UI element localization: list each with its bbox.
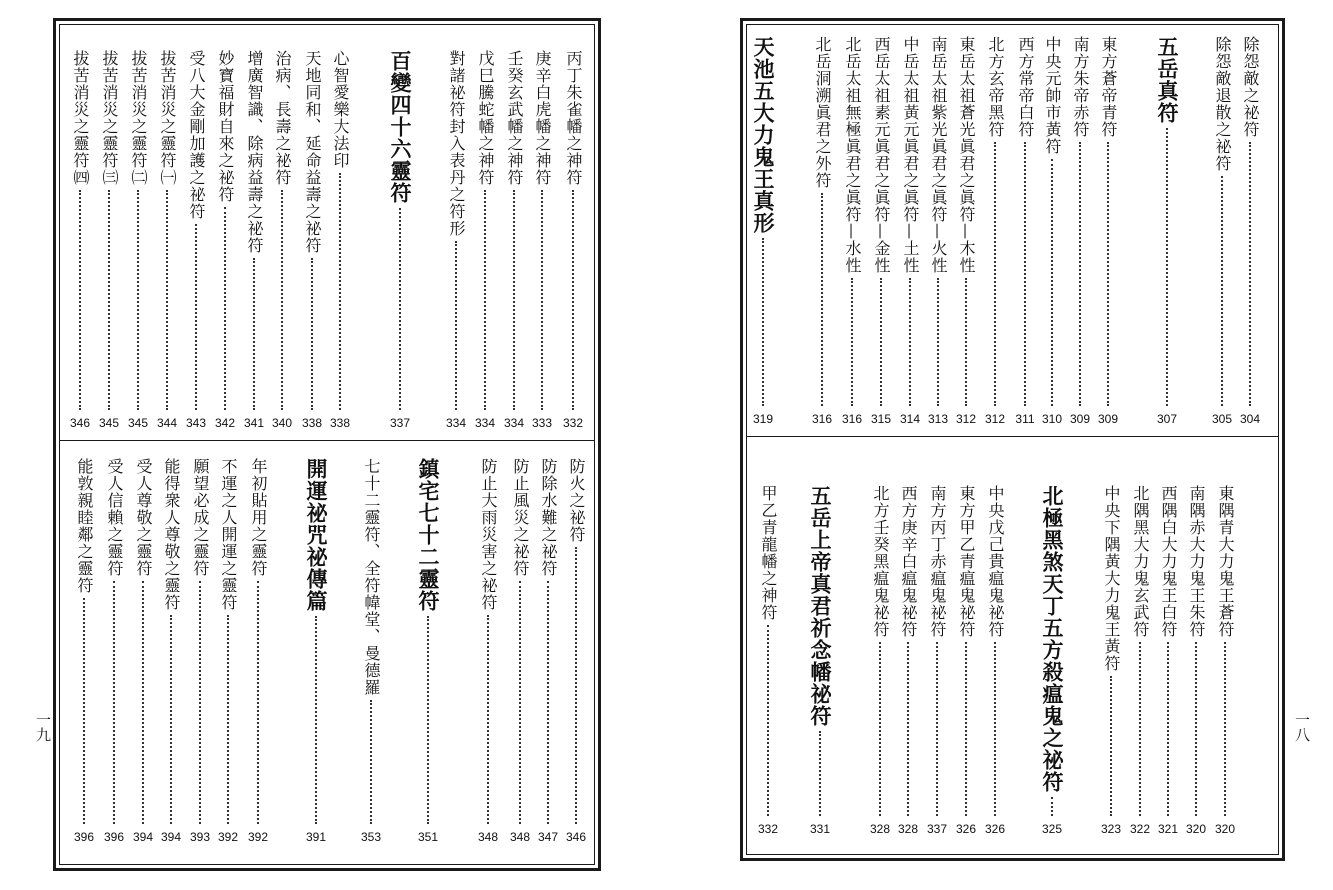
- toc-entry: [103, 458, 125, 577]
- toc-entry: [160, 458, 182, 611]
- toc-entry-title: 願望必成之靈符: [191, 458, 210, 577]
- dot-leader: [1166, 128, 1168, 406]
- toc-entry: [841, 36, 863, 274]
- dot-leader: [257, 581, 259, 824]
- toc-entry: [757, 485, 779, 621]
- toc-entry-title: 受人信賴之靈符: [105, 458, 124, 577]
- dot-leader: [227, 615, 229, 824]
- dot-leader: [315, 616, 317, 824]
- toc-page-number: 325: [1041, 822, 1063, 836]
- toc-entry: [156, 50, 178, 186]
- toc-page-number: 314: [899, 412, 921, 426]
- toc-entry: [1157, 485, 1179, 638]
- toc-page-number: 342: [214, 416, 236, 430]
- toc-entry-title: 東隅青大力鬼王蒼符: [1216, 485, 1235, 638]
- toc-entry-title: 中央下隅黃大力鬼王黃符: [1102, 485, 1121, 672]
- toc-page-number: 304: [1239, 412, 1261, 426]
- toc-entry: [955, 485, 977, 638]
- dot-leader: [907, 642, 909, 816]
- toc-entry: [509, 458, 531, 577]
- toc-entry: [562, 50, 584, 186]
- toc-entry: [503, 50, 525, 186]
- dot-leader: [137, 190, 139, 410]
- dot-leader: [819, 731, 821, 816]
- toc-entry: [984, 36, 1006, 138]
- dot-leader: [821, 193, 823, 406]
- toc-page-number: 322: [1129, 822, 1151, 836]
- toc-entry: [1185, 485, 1207, 638]
- toc-entry: [185, 50, 207, 220]
- toc-entry: [897, 485, 919, 638]
- toc-page-number: 310: [1041, 412, 1063, 426]
- toc-entry: [329, 50, 351, 169]
- dot-leader: [142, 581, 144, 824]
- toc-page-number: 334: [503, 416, 525, 430]
- toc-page-number: 345: [127, 416, 149, 430]
- dot-leader: [575, 547, 577, 824]
- toc-entry: [984, 485, 1006, 638]
- toc-page-number: 345: [98, 416, 120, 430]
- toc-entry-title: 東方蒼帝青符: [1099, 36, 1118, 138]
- toc-page-number: 346: [565, 830, 587, 844]
- toc-page-number: 331: [809, 822, 831, 836]
- toc-entry-title: 南方丙丁赤瘟鬼祕符: [928, 485, 947, 638]
- toc-page-number: 393: [189, 830, 211, 844]
- dot-leader: [1195, 642, 1197, 816]
- toc-section-heading: [305, 458, 327, 612]
- toc-page-number: 334: [445, 416, 467, 430]
- toc-page-number: 326: [955, 822, 977, 836]
- toc-section-heading: [809, 485, 831, 727]
- toc-entry-title: 戊巳騰蛇幡之神符: [476, 50, 495, 186]
- toc-entry-title: 西方常帝白符: [1016, 36, 1035, 138]
- dot-leader: [108, 190, 110, 410]
- toc-page-number: 333: [531, 416, 553, 430]
- toc-entry-title: 拔苦消災之靈符㈡: [129, 50, 148, 186]
- toc-entry: [899, 36, 921, 274]
- toc-entry-title: 鎮宅七十二靈符: [416, 458, 441, 612]
- dot-leader: [170, 615, 172, 824]
- dot-leader: [224, 207, 226, 410]
- toc-entry-title: 丙丁朱雀幡之神符: [564, 50, 583, 186]
- dot-leader: [370, 700, 372, 824]
- dot-leader: [166, 190, 168, 410]
- toc-entry-title: 北方玄帝黑符: [986, 36, 1005, 138]
- toc-entry: [474, 50, 496, 186]
- toc-entry: [217, 458, 239, 611]
- toc-page-number: 323: [1100, 822, 1122, 836]
- toc-page-number: 396: [73, 830, 95, 844]
- dot-leader: [936, 642, 938, 816]
- toc-section-heading: [1156, 36, 1178, 124]
- toc-entry-title: 南岳太祖紫光眞君之眞符—火性: [929, 36, 948, 274]
- toc-section-heading: [389, 50, 411, 204]
- toc-entry: [69, 50, 91, 186]
- toc-entry-title: 受人尊敬之靈符: [134, 458, 153, 577]
- toc-section-heading: [752, 36, 774, 234]
- left-page-folio: 一九: [34, 712, 52, 742]
- toc-entry-title: 不運之人開運之靈符: [219, 458, 238, 611]
- dot-leader: [1110, 676, 1112, 816]
- dot-leader: [909, 278, 911, 406]
- dot-leader: [513, 190, 515, 410]
- dot-leader: [1079, 142, 1081, 406]
- toc-page-number: 320: [1185, 822, 1207, 836]
- dot-leader: [281, 190, 283, 410]
- toc-entry-title: 東方甲乙青瘟鬼祕符: [957, 485, 976, 638]
- toc-page-number: 396: [103, 830, 125, 844]
- toc-page-number: 392: [217, 830, 239, 844]
- dot-leader: [487, 615, 489, 824]
- toc-entry-title: 心智愛樂大法印: [331, 50, 350, 169]
- dot-leader: [339, 173, 341, 410]
- toc-page-number: 326: [984, 822, 1006, 836]
- toc-entry: [1069, 36, 1091, 138]
- toc-entry: [445, 50, 467, 237]
- toc-entry-title: 七十二靈符、全符幃堂、曼德羅: [362, 458, 381, 696]
- toc-entry: [98, 50, 120, 186]
- toc-entry-title: 南隅赤大力鬼王朱符: [1187, 485, 1206, 638]
- toc-page-number: 332: [757, 822, 779, 836]
- dot-leader: [1107, 142, 1109, 406]
- toc-entry: [811, 36, 833, 189]
- toc-page-number: 391: [305, 830, 327, 844]
- toc-entry: [870, 36, 892, 274]
- toc-page-number: 348: [509, 830, 531, 844]
- toc-page-number: 347: [537, 830, 559, 844]
- toc-entry-title: 受八大金剛加護之祕符: [187, 50, 206, 220]
- toc-page-number: 394: [132, 830, 154, 844]
- dot-leader: [965, 642, 967, 816]
- toc-entry: [243, 50, 265, 254]
- toc-entry: [1211, 36, 1233, 172]
- toc-page-number: 312: [955, 412, 977, 426]
- dot-leader: [572, 190, 574, 410]
- toc-entry-title: 年初貼用之靈符: [249, 458, 268, 577]
- dot-leader: [994, 642, 996, 816]
- toc-entry-title: 防止大雨災害之祕符: [479, 458, 498, 611]
- toc-entry: [537, 458, 559, 577]
- toc-entry-title: 東岳太祖蒼光眞君之眞符—木性: [957, 36, 976, 274]
- toc-entry-title: 天池五大力鬼王真形: [751, 36, 776, 234]
- toc-page-number: 337: [926, 822, 948, 836]
- toc-entry: [271, 50, 293, 186]
- toc-page-number: 313: [927, 412, 949, 426]
- toc-entry-title: 甲乙青龍幡之神符: [759, 485, 778, 621]
- toc-page-number: 337: [389, 416, 411, 430]
- dot-leader: [879, 642, 881, 816]
- dot-leader: [1051, 797, 1053, 816]
- toc-entry-title: 能敦親睦鄰之靈符: [75, 458, 94, 594]
- right-page-folio: 一八: [1293, 712, 1311, 742]
- dot-leader: [1249, 142, 1251, 406]
- toc-entry: [1214, 485, 1236, 638]
- toc-page-number: 309: [1097, 412, 1119, 426]
- dot-leader: [937, 278, 939, 406]
- toc-entry-title: 北岳太祖無極眞君之眞符—水性: [843, 36, 862, 274]
- toc-entry-title: 除怨敵之祕符: [1241, 36, 1260, 138]
- dot-leader: [851, 278, 853, 406]
- toc-entry-title: 防止風災之祕符: [511, 458, 530, 577]
- toc-entry: [926, 485, 948, 638]
- toc-page-number: 394: [160, 830, 182, 844]
- toc-section-heading: [1041, 485, 1063, 793]
- dot-leader: [1139, 642, 1141, 816]
- toc-page-number: 309: [1069, 412, 1091, 426]
- toc-page-number: 311: [1015, 412, 1035, 426]
- toc-entry-title: 中岳太祖黃元眞君之眞符—土性: [901, 36, 920, 274]
- toc-entry: [565, 458, 587, 543]
- dot-leader: [199, 581, 201, 824]
- toc-entry-title: 拔苦消災之靈符㈣: [71, 50, 90, 186]
- dot-leader: [113, 581, 115, 824]
- toc-entry-title: 北方壬癸黑瘟鬼祕符: [871, 485, 890, 638]
- toc-entry-title: 妙寶福財自來之祕符: [216, 50, 235, 203]
- toc-entry-title: 拔苦消災之靈符㈢: [100, 50, 119, 186]
- toc-page-number: 341: [243, 416, 265, 430]
- toc-entry-title: 防除水難之祕符: [539, 458, 558, 577]
- dot-leader: [880, 278, 882, 406]
- toc-entry-title: 北岳洞溯眞君之外符: [813, 36, 832, 189]
- toc-page-number: 338: [329, 416, 351, 430]
- toc-entry-title: 西方庚辛白瘟鬼祕符: [899, 485, 918, 638]
- toc-entry: [1100, 485, 1122, 672]
- dot-leader: [541, 190, 543, 410]
- toc-page-number: 307: [1156, 412, 1178, 426]
- toc-entry-title: 五岳上帝真君祈念幡祕符: [808, 485, 833, 727]
- toc-entry: [955, 36, 977, 274]
- toc-entry-title: 對諸祕符封入表丹之符形: [447, 50, 466, 237]
- dot-leader: [79, 190, 81, 410]
- toc-entry: [132, 458, 154, 577]
- toc-entry-title: 北極黑煞天丁五方殺瘟鬼之祕符: [1040, 485, 1065, 793]
- toc-entry: [214, 50, 236, 203]
- toc-page-number: 340: [271, 416, 293, 430]
- toc-entry-title: 開運祕咒祕傳篇: [304, 458, 329, 612]
- dot-leader: [253, 258, 255, 410]
- dot-leader: [762, 238, 764, 406]
- toc-entry: [1041, 36, 1063, 155]
- toc-entry-title: 南方朱帝赤符: [1071, 36, 1090, 138]
- toc-entry-title: 防火之祕符: [567, 458, 586, 543]
- dot-leader: [484, 190, 486, 410]
- dot-leader: [1051, 159, 1053, 406]
- toc-entry: [127, 50, 149, 186]
- toc-page-number: 351: [417, 830, 439, 844]
- toc-page-number: 328: [897, 822, 919, 836]
- toc-page-number: 344: [156, 416, 178, 430]
- dot-leader: [311, 258, 313, 410]
- toc-entry: [360, 458, 382, 696]
- toc-page-number: 305: [1211, 412, 1233, 426]
- toc-page-number: 315: [870, 412, 892, 426]
- dot-leader: [455, 241, 457, 410]
- toc-page-number: 343: [185, 416, 207, 430]
- toc-page-number: 392: [247, 830, 269, 844]
- toc-entry-title: 拔苦消災之靈符㈠: [158, 50, 177, 186]
- toc-entry-title: 西隅白大力鬼王白符: [1159, 485, 1178, 638]
- toc-entry-title: 治病、長壽之祕符: [273, 50, 292, 186]
- toc-page-number: 346: [69, 416, 91, 430]
- toc-page-number: 316: [811, 412, 833, 426]
- toc-entry: [73, 458, 95, 594]
- toc-page-number: 320: [1214, 822, 1236, 836]
- toc-page-number: 334: [474, 416, 496, 430]
- toc-entry-title: 除怨敵退散之祕符: [1213, 36, 1232, 172]
- dot-leader: [1221, 176, 1223, 406]
- toc-page-number: 312: [984, 412, 1006, 426]
- toc-page-number: 348: [477, 830, 499, 844]
- dot-leader: [519, 581, 521, 824]
- dot-leader: [1224, 642, 1226, 816]
- toc-entry: [189, 458, 211, 577]
- toc-page-number: 338: [301, 416, 323, 430]
- right-page-divider: [747, 436, 1278, 437]
- toc-entry-title: 天地同和、延命益壽之祕符: [303, 50, 322, 254]
- dot-leader: [547, 581, 549, 824]
- toc-entry-title: 壬癸玄武幡之神符: [505, 50, 524, 186]
- toc-page-number: 321: [1157, 822, 1179, 836]
- toc-entry-title: 庚辛白虎幡之神符: [533, 50, 552, 186]
- toc-entry: [1129, 485, 1151, 638]
- toc-entry: [477, 458, 499, 611]
- toc-page-number: 332: [562, 416, 584, 430]
- toc-page-number: 316: [841, 412, 863, 426]
- toc-entry: [247, 458, 269, 577]
- dot-leader: [399, 208, 401, 410]
- toc-entry-title: 百變四十六靈符: [388, 50, 413, 204]
- toc-entry-title: 能得衆人尊敬之靈符: [162, 458, 181, 611]
- dot-leader: [1024, 142, 1026, 406]
- toc-page-number: 353: [360, 830, 382, 844]
- dot-leader: [83, 598, 85, 824]
- toc-entry: [301, 50, 323, 254]
- dot-leader: [1167, 642, 1169, 816]
- left-page-divider: [60, 440, 594, 441]
- toc-entry: [1097, 36, 1119, 138]
- toc-page-number: 319: [752, 412, 774, 426]
- toc-entry-title: 西岳太祖素元眞君之眞符—金性: [872, 36, 891, 274]
- toc-entry: [1239, 36, 1261, 138]
- toc-entry-title: 中央戊己貴瘟鬼祕符: [986, 485, 1005, 638]
- toc-entry: [869, 485, 891, 638]
- toc-entry-title: 增廣智識、除病益壽之祕符: [245, 50, 264, 254]
- toc-page-number: 328: [869, 822, 891, 836]
- dot-leader: [767, 625, 769, 816]
- toc-entry: [1014, 36, 1036, 138]
- toc-entry: [531, 50, 553, 186]
- dot-leader: [965, 278, 967, 406]
- toc-entry-title: 北隅黑大力鬼玄武符: [1131, 485, 1150, 638]
- toc-entry: [927, 36, 949, 274]
- dot-leader: [994, 142, 996, 406]
- dot-leader: [427, 616, 429, 824]
- toc-entry-title: 中央元帥市黃符: [1043, 36, 1062, 155]
- dot-leader: [195, 224, 197, 410]
- toc-section-heading: [417, 458, 439, 612]
- toc-entry-title: 五岳真符: [1155, 36, 1180, 124]
